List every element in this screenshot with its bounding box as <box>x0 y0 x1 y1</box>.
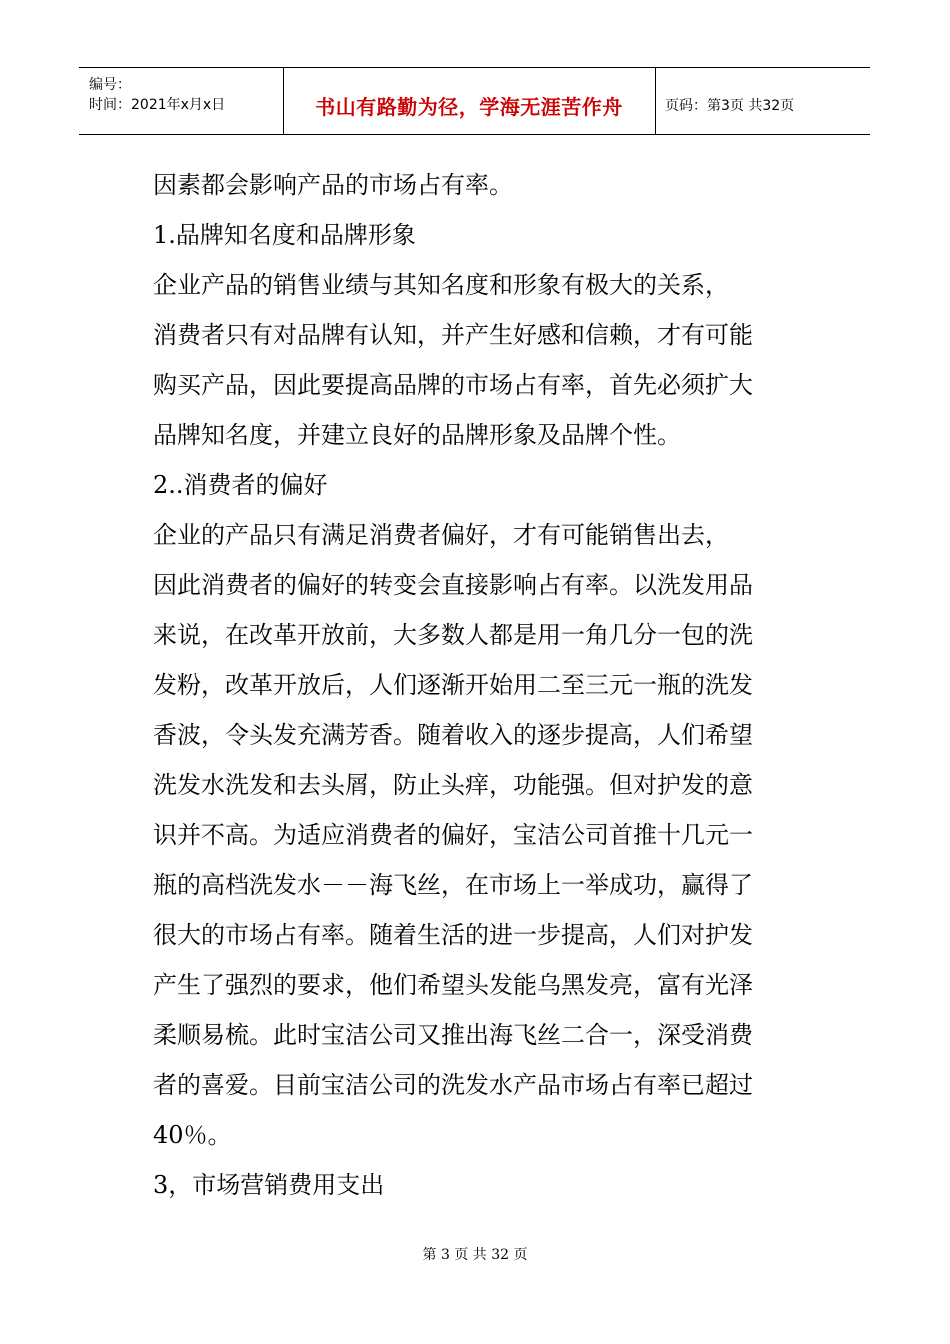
body-line: 瓶的高档洗发水－－海飞丝，在市场上一举成功，赢得了 <box>153 871 753 899</box>
body-line: 洗发水洗发和去头屑，防止头痒，功能强。但对护发的意 <box>153 771 753 799</box>
body-line: 40％。 <box>153 1121 232 1149</box>
header-motto: 书山有路勤为径，学海无涯苦作舟 <box>315 95 623 119</box>
body-line: 企业的产品只有满足消费者偏好，才有可能销售出去， <box>153 521 729 549</box>
header-page-info: 页码：第3页 共32页 <box>665 98 795 114</box>
body-line: 消费者只有对品牌有认知，并产生好感和信赖，才有可能 <box>153 321 753 349</box>
body-line: 品牌知名度，并建立良好的品牌形象及品牌个性。 <box>153 421 681 449</box>
page-footer: 第 3 页 共 32 页 <box>422 1247 528 1263</box>
body-line: 识并不高。为适应消费者的偏好，宝洁公司首推十几元一 <box>153 821 753 849</box>
body-line: 发粉，改革开放后，人们逐渐开始用二至三元一瓶的洗发 <box>153 671 753 699</box>
body-line: 香波，令头发充满芳香。随着收入的逐步提高，人们希望 <box>153 721 753 749</box>
page-header <box>79 67 870 135</box>
header-left-cell <box>79 68 284 134</box>
body-line: 因此消费者的偏好的转变会直接影响占有率。以洗发用品 <box>153 571 753 599</box>
body-line: 产生了强烈的要求，他们希望头发能乌黑发亮，富有光泽 <box>153 971 753 999</box>
document-number-label: 编号： <box>89 77 131 93</box>
document-time-label: 时间：2021年x月x日 <box>89 97 226 113</box>
body-line: 来说，在改革开放前，大多数人都是用一角几分一包的洗 <box>153 621 753 649</box>
body-line: 购买产品，因此要提高品牌的市场占有率，首先必须扩大 <box>153 371 753 399</box>
body-line: 企业产品的销售业绩与其知名度和形象有极大的关系， <box>153 271 729 299</box>
body-line: 因素都会影响产品的市场占有率。 <box>153 171 513 199</box>
body-line: 者的喜爱。目前宝洁公司的洗发水产品市场占有率已超过 <box>153 1071 753 1099</box>
header-middle-cell <box>283 68 656 134</box>
section-heading-marketing: 3，市场营销费用支出 <box>153 1171 385 1199</box>
body-line: 很大的市场占有率。随着生活的进一步提高，人们对护发 <box>153 921 753 949</box>
body-line: 柔顺易梳。此时宝洁公司又推出海飞丝二合一，深受消费 <box>153 1021 753 1049</box>
section-heading-preference: 2..消费者的偏好 <box>153 471 328 499</box>
document-body <box>153 160 813 1210</box>
header-right-cell <box>655 68 870 134</box>
section-heading-brand: 1.品牌知名度和品牌形象 <box>153 221 416 249</box>
